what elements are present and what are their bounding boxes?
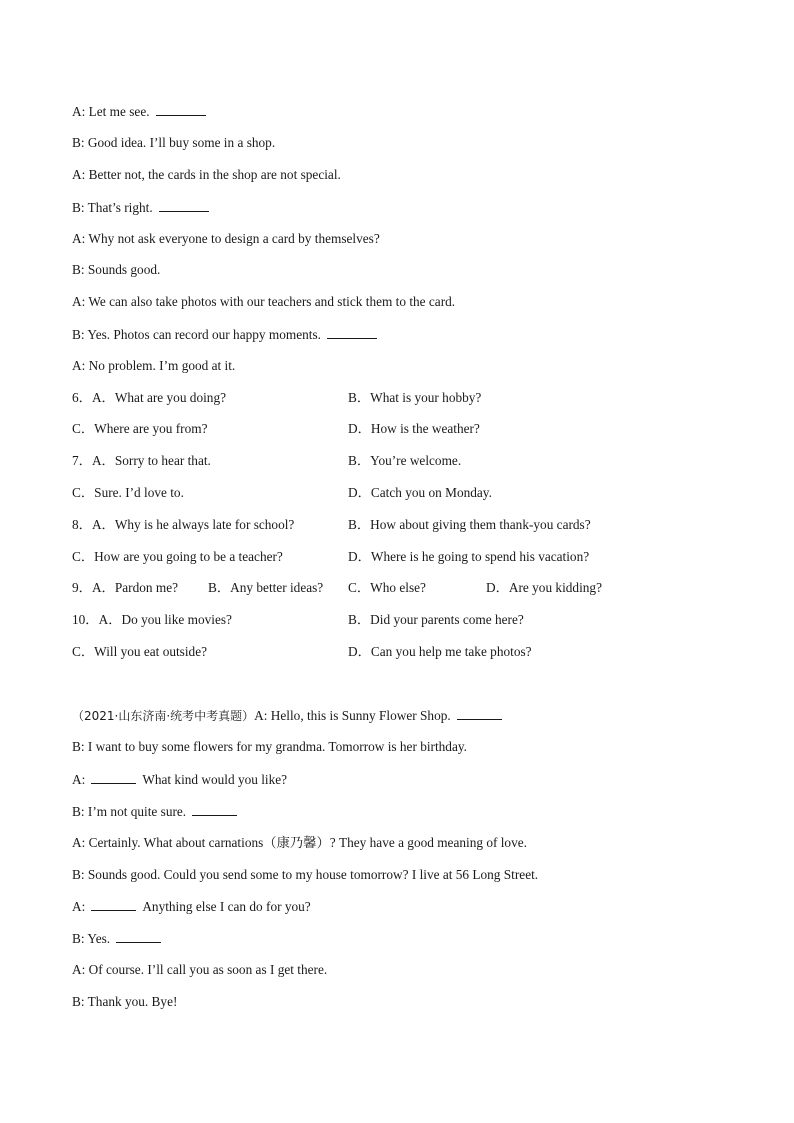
speaker: A: [72,835,86,850]
option-c[interactable] [72,421,208,437]
dialogue1-line-6 [72,262,160,278]
option-a[interactable] [72,580,178,596]
line-text: Yes. [87,931,111,946]
speaker: B: [72,994,85,1009]
speaker: A: [72,358,86,373]
passage2-line-3 [72,803,237,820]
option-b[interactable] [348,453,461,469]
speaker: A: [72,962,86,977]
speaker: A: [72,294,86,309]
option-letter: D． [486,580,509,595]
option-text: Did your parents come here? [370,612,524,627]
answer-blank[interactable] [457,707,502,720]
option-text: Any better ideas? [230,580,324,595]
speaker: A: [72,772,86,787]
line-text: Why not ask everyone to design a card by themselves? [88,231,380,246]
option-letter: A． [91,453,115,468]
line-text: I want to buy some flowers for my grandma. Tomorrow is her birthday. [87,739,467,754]
option-letter: D． [348,549,371,564]
passage2-line-4 [72,835,527,851]
answer-blank[interactable] [91,771,136,784]
line-text: Yes. Photos can record our happy moments. [87,327,321,342]
option-letter: C． [72,421,95,436]
option-text: What are you doing? [114,390,226,405]
speaker: B: [72,804,85,819]
option-c[interactable] [72,485,184,501]
option-a[interactable] [72,453,211,469]
option-a[interactable] [72,390,226,406]
line-text: Better not, the cards in the shop are not special. [88,167,341,182]
dialogue1-line-8 [72,326,377,343]
option-text: Pardon me? [114,580,179,595]
line-text: Sounds good. [87,262,161,277]
speaker: B: [72,327,85,342]
option-d[interactable] [486,580,602,596]
answer-blank[interactable] [192,803,237,816]
option-letter: D． [348,421,371,436]
option-text: What is your hobby? [370,390,482,405]
option-text: Do you like movies? [121,612,232,627]
question-number: 10． [72,612,99,627]
option-letter: D． [348,485,371,500]
option-d[interactable] [348,485,492,501]
answer-blank[interactable] [327,326,377,339]
speaker: B: [72,262,85,277]
option-text: Are you kidding? [508,580,602,595]
passage2-line-7 [72,930,161,947]
option-c[interactable] [72,549,283,565]
option-text: Sorry to hear that. [114,453,211,468]
line-text: That’s right. [87,200,153,215]
option-text: Where is he going to spend his vacation? [370,549,590,564]
option-letter: C． [72,549,95,564]
option-text: Who else? [370,580,426,595]
speaker: B: [72,200,85,215]
passage2-line-5 [72,867,538,883]
passage2-line-9 [72,994,177,1010]
option-text: Will you eat outside? [94,644,208,659]
speaker: A: [72,899,86,914]
line-text: Certainly. What about carnations（康乃馨）? They have a good meaning of love. [88,835,527,850]
line-text: We can also take photos with our teachers and stick them to the card. [88,294,456,309]
line-text: Thank you. Bye! [87,994,178,1009]
option-b[interactable] [348,390,481,406]
option-b[interactable] [348,517,591,533]
answer-blank[interactable] [159,199,209,212]
option-text: Where are you from? [94,421,208,436]
option-text: Why is he always late for school? [114,517,295,532]
dialogue1-line-2 [72,135,275,151]
answer-blank[interactable] [116,930,161,943]
option-d[interactable] [348,549,589,565]
dialogue1-line-1 [72,103,206,120]
option-text: How are you going to be a teacher? [94,549,283,564]
question-number: 8． [72,517,92,532]
line-text: No problem. I’m good at it. [88,358,236,373]
speaker: A: [72,104,86,119]
line-text: What kind would you like? [142,772,288,787]
option-d[interactable] [348,644,532,660]
option-b[interactable] [348,612,524,628]
line-text: Of course. I’ll call you as soon as I get there. [88,962,328,977]
question-number: 7． [72,453,92,468]
option-letter: B． [348,453,371,468]
option-letter: A． [91,580,115,595]
option-a[interactable] [72,517,294,533]
option-letter: A． [91,517,115,532]
dialogue1-line-3 [72,167,341,183]
question-number: 6． [72,390,92,405]
option-letter: B． [348,612,371,627]
speaker: B: [72,867,85,882]
source-tag: （2021·山东济南·统考中考真题） [72,709,255,723]
option-letter: D． [348,644,371,659]
line-text: I’m not quite sure. [87,804,187,819]
passage2-first-line [72,707,502,724]
dialogue1-line-7 [72,294,455,310]
speaker: B: [72,135,85,150]
option-letter: A． [98,612,122,627]
line-text: Sounds good. Could you send some to my house tomorrow? I live at 56 Long Street. [87,867,539,882]
answer-blank[interactable] [91,898,136,911]
dialogue1-line-4 [72,199,209,216]
option-letter: C． [72,644,95,659]
answer-blank[interactable] [156,103,206,116]
option-text: How is the weather? [370,421,480,436]
option-text: Can you help me take photos? [370,644,532,659]
dialogue1-line-9 [72,358,235,374]
option-letter: B． [208,580,231,595]
speaker: B: [72,739,85,754]
option-c[interactable] [72,644,207,660]
passage2-line-8 [72,962,327,978]
option-text: Sure. I’d love to. [94,485,184,500]
option-text: Catch you on Monday. [370,485,492,500]
option-text: How about giving them thank-you cards? [370,517,591,532]
speaker: A: [72,231,86,246]
passage2-line-1 [72,739,467,755]
option-c[interactable] [348,580,426,596]
option-d[interactable] [348,421,480,437]
dialogue1-line-5 [72,231,380,247]
question-number: 9． [72,580,92,595]
option-letter: B． [348,517,371,532]
option-b[interactable] [208,580,323,596]
line-text: Anything else I can do for you? [142,899,311,914]
option-letter: A． [91,390,115,405]
option-a[interactable] [72,612,232,628]
option-letter: B． [348,390,371,405]
line-text: A: Hello, this is Sunny Flower Shop. [254,708,451,723]
line-text: Let me see. [88,104,150,119]
line-text: Good idea. I’ll buy some in a shop. [87,135,276,150]
speaker: A: [72,167,86,182]
option-text: You’re welcome. [370,453,462,468]
option-letter: C． [348,580,371,595]
speaker: B: [72,931,85,946]
option-letter: C． [72,485,95,500]
passage2-line-6 [72,898,311,915]
passage2-line-2 [72,771,287,788]
